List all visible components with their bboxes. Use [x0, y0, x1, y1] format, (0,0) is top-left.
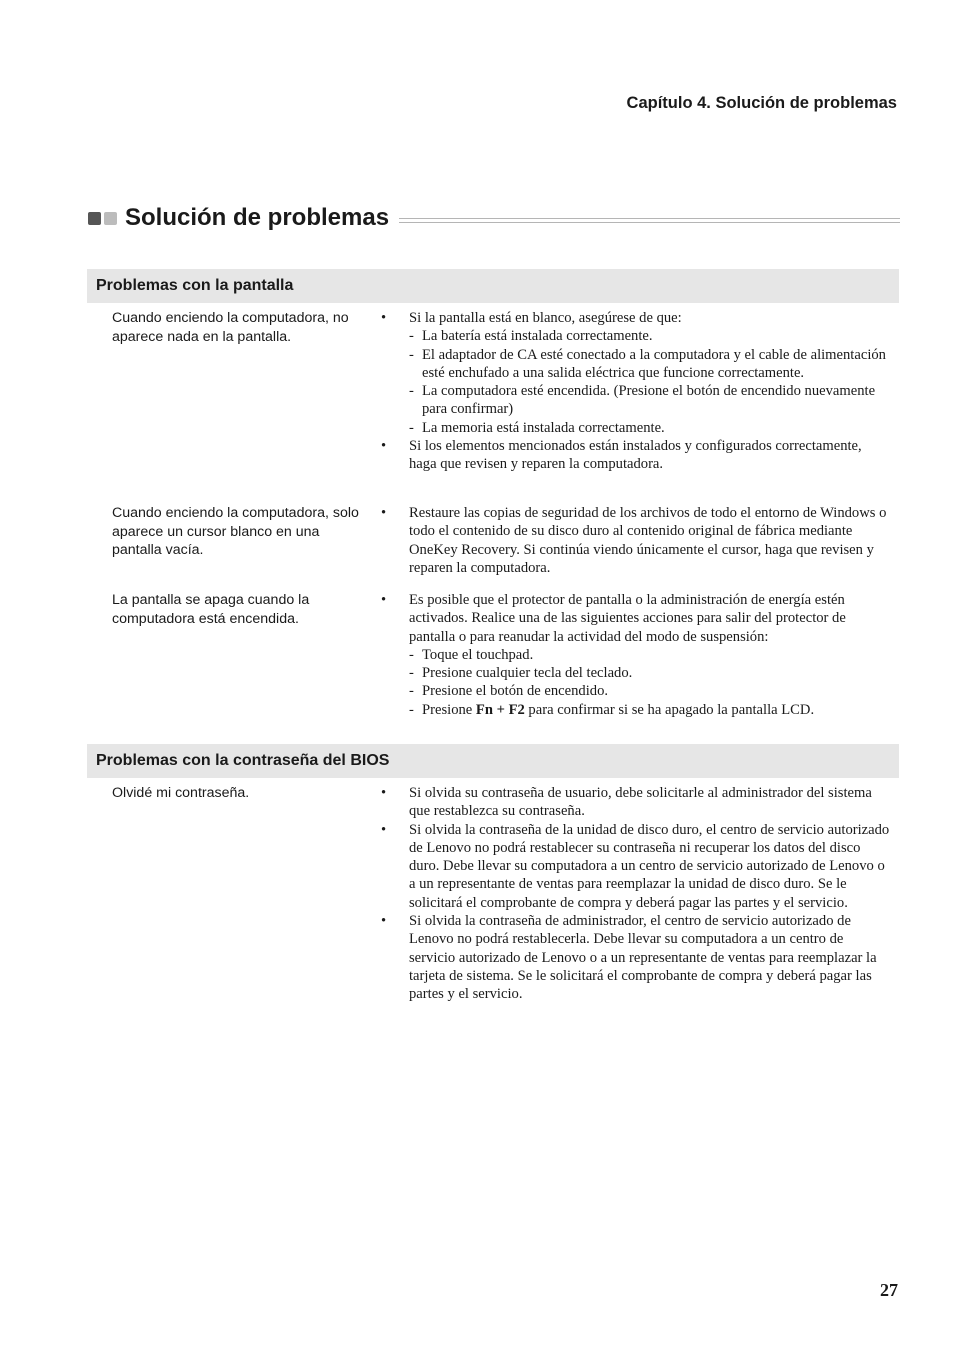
list-item: [380, 784, 892, 821]
section-squares-icon: [88, 212, 117, 225]
sub-list: [409, 646, 892, 719]
sub-item: - La computadora esté encendida. (Presione el botón de encendido nuevamente para confirmar): [409, 382, 892, 419]
solution-text: Si olvida la contraseña de la unidad de disco duro, el centro de servicio autorizado de Lenovo no podrá restablecer su contraseña ni recuperar los datos del disco duro. Debe llevar su computadora a un centro de servicio autorizado de Lenovo o a un representante de ventas para reemplazar la unidad de disco duro. Se le solicitará el comprobante de compra y deberá pagar las partes y el servicio.: [409, 821, 890, 911]
issue-text: Olvidé mi contraseña.: [112, 785, 250, 801]
sub-item: - La memoria está instalada correctamente.: [409, 419, 892, 437]
solution-text: Si los elementos mencionados están instalados y configurados correctamente, haga que revisen y reparen la computadora.: [409, 438, 862, 473]
title-divider: [399, 218, 900, 223]
list-item: [380, 504, 892, 577]
solution-list: [380, 591, 892, 719]
solution-text: Es posible que el protector de pantalla o la administración de energía estén activados. Realice una de las siguientes acciones para salir del protector de pantalla o para reanudar la actividad del modo de suspensión:: [409, 592, 846, 645]
solution-text: Si la pantalla está en blanco, asegúrese de que:: [409, 310, 682, 326]
issue-text: La pantalla se apaga cuando la computadora está encendida.: [112, 592, 310, 627]
page-title: Solución de problemas: [125, 204, 390, 231]
list-item: [380, 437, 892, 474]
sub-list: [409, 327, 892, 437]
page-number: 27: [880, 1280, 898, 1300]
sub-item: - El adaptador de CA esté conectado a la computadora y el cable de alimentación esté enchufado a una salida eléctrica que funcione correctamente.: [409, 346, 892, 383]
sub-item-text: Presione: [422, 701, 476, 718]
section-heading-display: Problemas con la pantalla: [87, 269, 899, 303]
sub-item: [409, 701, 892, 719]
list-item: [380, 591, 892, 719]
chapter-header: Capítulo 4. Solución de problemas: [626, 94, 897, 112]
sub-item-text: para confirmar si se ha apagado la pantalla LCD.: [524, 701, 815, 718]
solution-text: Si olvida la contraseña de administrador, el centro de servicio autorizado de Lenovo no podrá restablecerla. Debe llevar su computadora a un centro de servicio autorizado de Lenovo o a un representante de ventas para reemplazar la tarjeta de sistema. Se le solicitará el comprobante de compra y deberá pagar las partes y el servicio.: [409, 913, 877, 1003]
list-item: [380, 821, 892, 912]
list-item: [380, 912, 892, 1003]
sub-item: - Presione el botón de encendido.: [409, 682, 892, 700]
issue-text: Cuando enciendo la computadora, no aparece nada en la pantalla.: [112, 310, 349, 345]
issue-text: Cuando enciendo la computadora, solo aparece un cursor blanco en una pantalla vacía.: [112, 505, 359, 558]
solution-list: [380, 309, 892, 474]
solution-list: [380, 784, 892, 1004]
title-row: [88, 198, 900, 238]
sub-item: - Presione cualquier tecla del teclado.: [409, 664, 892, 682]
section-heading-bios: Problemas con la contraseña del BIOS: [87, 744, 899, 778]
solution-text: Restaure las copias de seguridad de los archivos de todo el entorno de Windows o todo el contenido de su disco duro al contenido original de fábrica mediante OneKey Recovery. Si continúa viendo únicamente el cursor, haga que revisen y reparen la computadora.: [409, 505, 887, 576]
sub-item: - Toque el touchpad.: [409, 646, 892, 664]
list-item: [380, 309, 892, 437]
sub-item: - La batería está instalada correctamente.: [409, 327, 892, 345]
solution-text: Si olvida su contraseña de usuario, debe solicitarle al administrador del sistema que restablezca su contraseña.: [409, 785, 872, 820]
solution-list: [380, 504, 892, 577]
key-combo: Fn + F2: [475, 701, 525, 718]
